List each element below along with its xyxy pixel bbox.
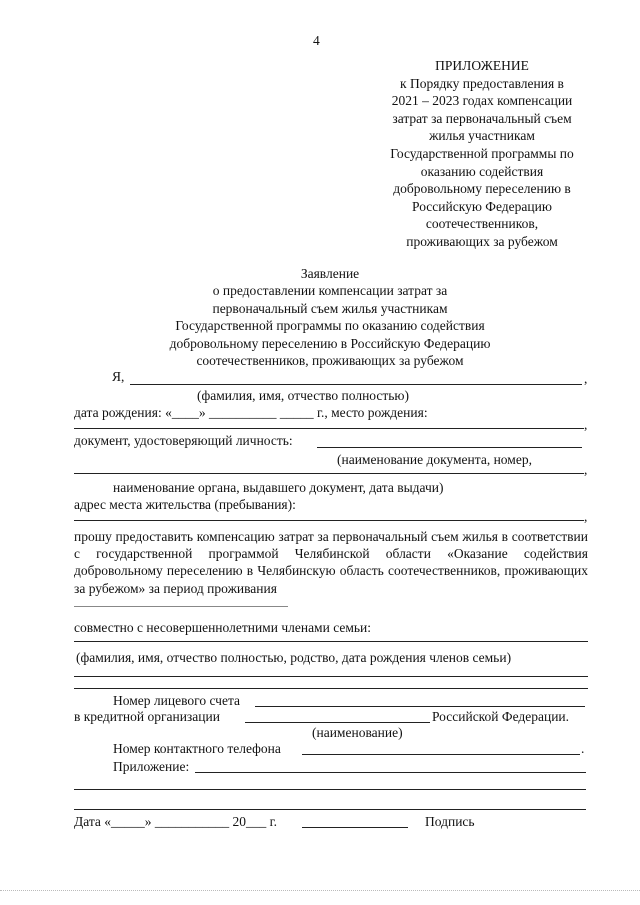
- address-field[interactable]: [74, 520, 584, 521]
- ya-label: Я,: [112, 369, 125, 384]
- id-doc-hint-2: наименование органа, выдавшего документ, дата выдачи): [113, 480, 444, 495]
- appendix-line: к Порядку предоставления в: [400, 75, 564, 91]
- family-field[interactable]: [74, 641, 588, 642]
- fio-hint: (фамилия, имя, отчество полностью): [197, 388, 410, 403]
- id-doc-hint-1: (наименование документа, номер,: [337, 452, 532, 467]
- bank-label: в кредитной организации: [74, 709, 220, 724]
- bank-suffix: Российской Федерации.: [432, 709, 570, 724]
- signature-field[interactable]: [302, 827, 408, 828]
- birth-place-comma: ,: [584, 417, 588, 432]
- attachment-field-3[interactable]: [74, 809, 586, 810]
- family-field-3[interactable]: [74, 688, 588, 689]
- attachment-field-2[interactable]: [74, 789, 586, 790]
- account-label: Номер лицевого счета: [113, 693, 240, 708]
- appendix-line: соотечественников,: [425, 216, 539, 232]
- ya-comma: ,: [584, 371, 588, 386]
- application-title: [70, 265, 590, 369]
- fio-field[interactable]: [130, 384, 582, 385]
- appendix-line: проживающих за рубежом: [406, 233, 558, 249]
- appendix-block: [374, 57, 590, 251]
- title-line: соотечественников, проживающих за рубежом: [196, 353, 464, 369]
- title-line: Государственной программы по оказанию содействия: [175, 318, 485, 334]
- family-hint: (фамилия, имя, отчество полностью, родство, дата рождения членов семьи): [76, 650, 512, 665]
- birth-place-field[interactable]: [74, 428, 584, 429]
- request-paragraph: прошу предоставить компенсацию затрат за первоначальный съем жилья в соответствии с государственной программой Челябинской области «Оказание содействия добровольному переселению в Челябинскую область соотечественников, проживающих за рубежом» за период проживания: [74, 529, 588, 596]
- scan-edge-divider: [0, 890, 640, 891]
- bank-hint: (наименование): [312, 725, 403, 740]
- bank-field[interactable]: [245, 722, 430, 723]
- attachment-field[interactable]: [195, 772, 586, 773]
- appendix-line: добровольному переселению в: [393, 181, 571, 197]
- appendix-line: Государственной программы по: [390, 145, 574, 161]
- page-number: 4: [313, 33, 320, 48]
- title-line: о предоставлении компенсации затрат за: [212, 283, 448, 299]
- account-field[interactable]: [255, 706, 585, 707]
- appendix-line: оказанию содействия: [420, 163, 544, 179]
- date-label: Дата «_____» ___________ 20___ г.: [74, 814, 278, 829]
- address-comma: ,: [584, 509, 588, 524]
- birth-date-label: дата рождения: «____» __________ _____ г., место рождения:: [74, 405, 428, 420]
- phone-field[interactable]: [302, 754, 580, 755]
- appendix-line: 2021 – 2023 годах компенсации: [391, 93, 573, 109]
- phone-dot: .: [581, 741, 585, 756]
- id-doc-field-2[interactable]: [74, 473, 584, 474]
- appendix-line: затрат за первоначальный съем: [392, 110, 572, 126]
- signature-label: Подпись: [425, 814, 475, 829]
- appendix-heading: ПРИЛОЖЕНИЕ: [435, 58, 529, 73]
- family-label: совместно с несовершеннолетними членами семьи:: [74, 620, 372, 635]
- title-heading: Заявление: [300, 266, 360, 281]
- id-doc-label: документ, удостоверяющий личность:: [74, 433, 293, 448]
- title-line: первоначальный съем жилья участникам: [212, 300, 448, 316]
- id-doc-comma: ,: [584, 462, 588, 477]
- title-line: добровольному переселению в Российскую Федерацию: [169, 335, 491, 351]
- appendix-line: Российскую Федерацию: [412, 198, 552, 214]
- phone-label: Номер контактного телефона: [113, 741, 281, 756]
- attachment-label: Приложение:: [113, 759, 190, 774]
- family-field-2[interactable]: [74, 676, 588, 677]
- address-label: адрес места жительства (пребывания):: [74, 497, 296, 512]
- appendix-line: жилья участникам: [429, 128, 535, 144]
- period-field[interactable]: [74, 606, 288, 607]
- id-doc-field[interactable]: [317, 447, 582, 448]
